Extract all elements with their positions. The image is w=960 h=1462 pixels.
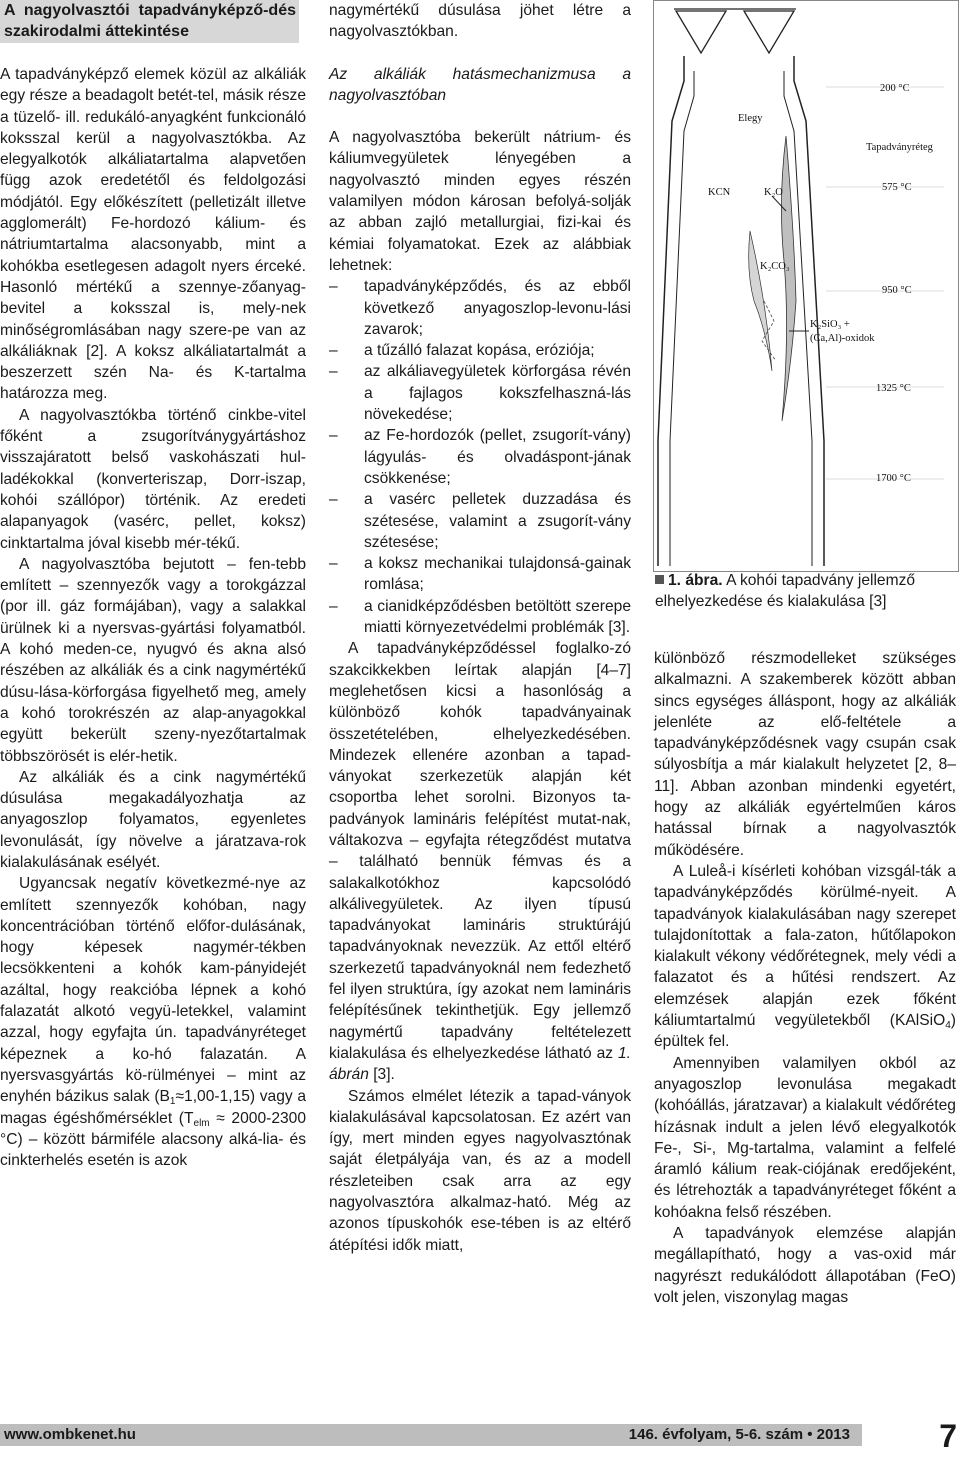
kcn-label: KCN (708, 187, 731, 198)
tapadvany-label: Tapadványréteg (866, 142, 933, 153)
deposit-layer (781, 136, 796, 421)
caption-text: A kohói tapadvány jellemző elhelyezkedése és kialakulása [3] (655, 572, 916, 610)
paragraph: Számos elmélet létezik a tapad-ványok kialakulásával kapcsolatosan. Ez azért van így, mert minden egyes nagyolvasztónak saját életpályája van, és az a modell részleteiben csak arra az egy nagyolvasztóra alkalmaz-ható. Még az azonos típuskohók ese-tében is az eltérő átépítési idők miatt, (329, 1087, 631, 1254)
list-item: – a vasérc pelletek duzzadása és szétesése, valamint a zsugorít-vány szétesése; (329, 489, 631, 553)
footer-website-link[interactable]: www.ombkenet.hu (4, 1426, 136, 1443)
left-wall (658, 56, 684, 566)
paragraph: Amennyiben valamilyen okból az anyagoszlop levonulása megakadt (kohóállás, járatzavar) a kialakult védőréteg hízásnak indult a jelen lévő elegyalkotók Fe-, Si-, Mg-tartalma, valamint a felfelé áramló kálium reak-ciójának eredőjeként, és létrehozták a tapadványréteget főként a kohóakna felső részében. (654, 1054, 956, 1221)
temp-1325-label: 1325 °C (876, 383, 911, 394)
paragraph: A nagyolvasztóba bejutott – fen-tebb említett – szennyezők vagy a torokgázzal (por ill. gáz formájában), vagy a salakkal ürülnek ki a nyersvas-gyártási folyamatból. A kohó meden-ce, nyugvó és akna alsó részében az alkáliák és a cink nagymértékű dúsu-lása-körforgása figyelhető meg, amely a kohó torokrészén az alap-anyagokkal együtt bekerült szeny-nyezőtartalmak többszörösét is elér-hetik. (0, 555, 306, 765)
list-item: – az alkáliavegyületek körforgása révén a fajlagos kokszfelhaszná-lás növekedése; (329, 361, 631, 425)
temp-200-label: 200 °C (880, 83, 910, 94)
list-item: – a tűzálló falazat kopása, eróziója; (329, 340, 631, 361)
temp-950-label: 950 °C (882, 285, 912, 296)
temp-1700-label: 1700 °C (876, 473, 911, 484)
k2o-label: K₂O (764, 187, 783, 198)
page-number: 7 (939, 1418, 957, 1454)
caption-bullet-icon (655, 575, 664, 584)
paragraph: nagymértékű dúsulása jöhet létre a nagyolvasztókban. (329, 2, 631, 41)
figure-reference: 1. ábrán (329, 1044, 631, 1084)
paragraph: különböző részmodelleket szükséges alkalmazni. A szakemberek között abban sincs egységes álláspont, hogy az alkáliák jelenléte az elő-feltétele a tapadványképződésnek vagy csupán csak súlyosbítja a már kialakult helyzetet [2, 8–11]. Abban azonban mindenki egyetért, hogy az alkáliák egyértelműen káros hatással bírnak a nagyolvasztók működésére. (654, 650, 956, 859)
list-item: – tapadványképződés, és az ebből következő anyagoszlop-levonu-lási zavarok; (329, 276, 631, 340)
column-2 (329, 0, 631, 1256)
blast-furnace-figure (653, 0, 959, 572)
elegy-label: Elegy (738, 113, 763, 124)
page-footer (0, 1418, 960, 1462)
paragraph: A nagyolvasztókba történő cinkbe-vitel főként a zsugorítványgyártáshoz visszajáratott belső vaskohászati hul-ladékokkal (konverteriszap, Dorr-iszap, kohói szállópor) történik. Az eredeti alapanyagok (vasérc, pellet, koksz) cinktartalma jóval kisebb mér-tékű. (0, 406, 306, 552)
list-item: – az Fe-hordozók (pellet, zsugorít-vány) lágyulás- és olvadáspont-jának csökkenése; (329, 425, 631, 489)
list-item: – a koksz mechanikai tulajdonsá-gainak romlása; (329, 553, 631, 596)
hopper-left-icon (676, 11, 726, 53)
column-3 (654, 648, 956, 1308)
subsection-heading: Az alkáliák hatásmechanizmusa a nagyolvasztóban (329, 65, 631, 104)
paragraph: A nagyolvasztóba bekerült nátrium- és káliumvegyületek lényegében a nagyolvasztó minden egyes részén valamilyen módon károsan befolyá-solják az abban zajló metallurgiai, fizi-kai és kémiai folyamatokat. Ezek az alábbiak lehetnek: (329, 129, 631, 274)
effects-list (329, 276, 631, 638)
paragraph: Az alkáliák és a cink nagymértékű dúsulása megakadályozhatja az anyagoszlop folyamatos, egyenletes levonulását, így növelve a járatzava-rok kialakulásának esélyét. (0, 768, 306, 871)
paragraph: A Luleå-i kísérleti kohóban vizsgál-ták a tapadványképződés körülmé-nyeit. A tapadványok kialakulásában nagy szerepet tulajdonítottak a fala-zaton, hűtőlapokon kialakult vékony védőrétegnek, mely védi a falazatot és a hűtési rendszert. Az elemzések alapján ezek főként káliumtartalmú vegyületekből (KAlSiO$_4$) épültek fel. (654, 862, 956, 1051)
k2co3-label: K₂CO₃ (760, 261, 790, 272)
silicate-label-2: (Ca,Al)-oxidok (810, 333, 875, 344)
footer-issue-info: 146. évfolyam, 5-6. szám • 2013 (628, 1426, 850, 1443)
paragraph: A tapadványok elemzése alapján megállapítható, hogy a vas-oxid már nagyrészt redukálódott állapotában (FeO) volt jelen, viszonylag magas (654, 1225, 956, 1306)
caption-number: 1. ábra. (668, 572, 723, 589)
right-wall (794, 56, 824, 566)
paragraph: Ugyancsak negatív következmé-nye az említett szennyezők kohóban, nagy koncentrációban történő előfor-dulásának, hogy képesek nagymér-tékben lecsökkenteni a kohók kam-pányidejét azáltal, hogy reakcióba lépnek a kohó falazatát alkotó vegyü-letekkel, valamint azzal, hogy egyfajta ún. tapadványréteget képeznek a ko-hó falazatán. A nyersvasgyártás kö-rülményei – mint az enyhén bázikus salak $(B_1\approx 1,00-1,15)$ vagy a magas égéshőmérséklet ($T_{elm} \approx 2000-2300$ °C) – között bármiféle alacsony alká-lia- és cinkterhelés esetén is azok (0, 875, 307, 1170)
column-1 (0, 0, 306, 1171)
silicate-label-1: K₂SiO₃ + (810, 319, 850, 330)
temp-575-label: 575 °C (882, 182, 912, 193)
paragraph: A tapadványképző elemek közül az alkáliák egy része a beadagolt betét-tel, másik része a tüzelő- ill. redukáló-anyagként funkcionáló koksszal kerül a nagyolvasztókba. Az elegyalkotók alkáliatartalma alapvetően függ azok eredetétől és feldolgozási módjától. Egy előkészített (pelletizált illetve agglomerált) Fe-hordozó kálium- és nátriumtartalma alacsonyabb, mint a kohókba esetlegesen adagolt nyers érceké. Hasonló mértékű a szennye-zőanyag-bevitel a koksszal is, mely-nek minőségromlásában nagy szere-pe van az alkáliáknak [2]. A koksz alkáliatartalmát a beszerzett szén Na- és K-tartalma határozza meg. (0, 66, 306, 403)
section-heading: A nagyolvasztói tapadványképző-dés szakirodalmi áttekintése (0, 0, 299, 43)
left-inner-wall (670, 71, 694, 566)
furnace-diagram (654, 1, 958, 571)
paragraph: A tapadványképződéssel foglalko-zó szakcikkekben leírtak alapján [4–7] meglehetősen kicsi a hasonlóság a különböző kohók tapadványainak összetételében, elhelyezkedésében. Mindezek ellenére azonban a tapad-ványokat szerkezetük alapján két csoportba lehet sorolni. Bizonyos ta-padványok lamináris felépítést mutat-nak, váltakozva – egyfajta rétegződést mutatva – található bennük fémvas és a salakalkotókhoz kapcsolódó alkálivegyületek. Az ilyen típusú tapadványokat lamináris struktúrájú tapadványoknak nevezzük. Az ettől eltérő szerkezetű tapadványoknál nem fedezhető fel ilyen struktúra, így azokat nem lamináris felépítésűnek tekinthetjük. Egy jellemző nagymértű tapadvány feltételezett kialakulása és elhelyezkedése látható az 1. ábrán [3]. (329, 640, 631, 1084)
figure-caption (655, 570, 957, 612)
list-item: – a cianidképződésben betöltött szerepe miatti környezetvédelmi problémák [3]. (329, 596, 631, 639)
hopper-right-icon (744, 11, 794, 53)
